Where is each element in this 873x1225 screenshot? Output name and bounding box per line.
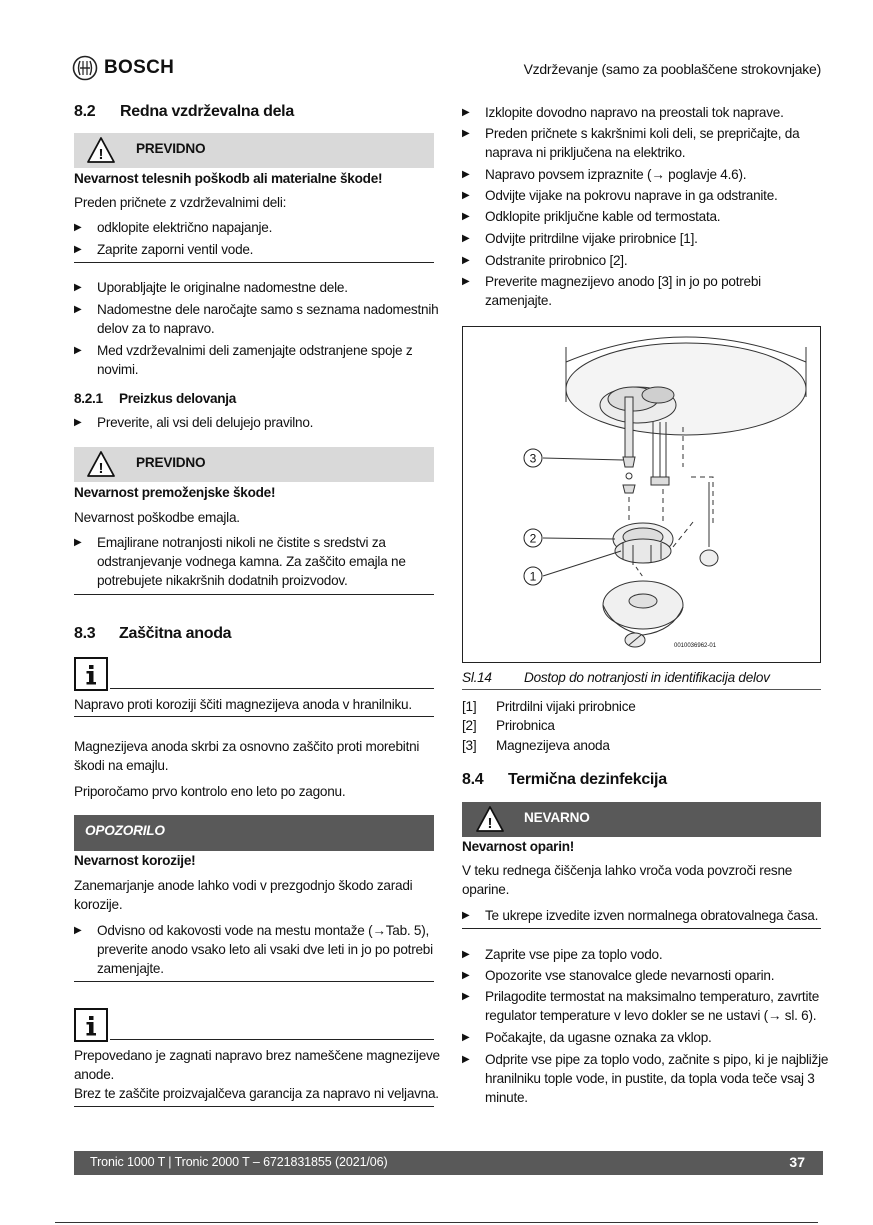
bullet-arrow-icon: ▶ [74, 417, 82, 428]
figure-frame [462, 326, 821, 663]
svg-text:!: ! [487, 815, 493, 832]
warning-label: OPOZORILO [85, 823, 165, 838]
list-item: ▶ Napravo povsem izpraznite (→ poglavje 4.6). [462, 167, 747, 182]
bullet-arrow-icon: ▶ [74, 222, 82, 233]
svg-text:!: ! [98, 146, 104, 163]
list-item: ▶ Med vzdrževalnimi deli zamenjajte odstranjene spoje z novimi. [74, 343, 413, 377]
divider [462, 689, 821, 690]
caution-heading: Nevarnost premoženjske škode! [74, 485, 276, 500]
list-item: ▶ Zaprite vse pipe za toplo vodo. [462, 947, 663, 962]
caution-label: PREVIDNO [136, 141, 206, 156]
svg-text:!: ! [98, 460, 104, 477]
section-number: 8.4 [462, 771, 484, 788]
warning-triangle-icon [86, 136, 116, 164]
legend-key: [2] [462, 718, 477, 733]
page-footer [74, 1151, 823, 1175]
info-icon [74, 657, 108, 691]
list-item: ▶ Opozorite vse stanovalce glede nevarnosti oparin. [462, 968, 775, 983]
list-item: ▶ Preden pričnete s kakršnimi koli deli, se prepričajte, da naprava ni priključena na elektriko. [462, 126, 800, 160]
bosch-logo-icon [72, 55, 98, 81]
callout-label: 1 [529, 569, 537, 584]
bullet-arrow-icon: ▶ [462, 1032, 470, 1043]
bullet-arrow-icon: ▶ [462, 910, 470, 921]
list-item: ▶ Odstranite prirobnico [2]. [462, 253, 628, 268]
list-item: ▶ Nadomestne dele naročajte samo s seznama nadomestnih delov za to napravo. [74, 302, 439, 336]
divider [74, 262, 434, 263]
bullet-arrow-icon: ▶ [462, 991, 470, 1002]
bullet-arrow-icon: ▶ [462, 949, 470, 960]
divider [74, 594, 434, 595]
figure-caption-text: Dostop do notranjosti in identifikacija delov [524, 670, 770, 685]
bullet-arrow-icon: ▶ [74, 345, 82, 356]
page-number: 37 [789, 1154, 805, 1170]
bullet-arrow-icon: ▶ [462, 233, 470, 244]
caution-bar [74, 133, 434, 168]
warning-triangle-icon [86, 450, 116, 478]
paragraph: Priporočamo prvo kontrolo eno leto po zagonu. [74, 784, 346, 799]
bullet-arrow-icon: ▶ [462, 276, 470, 287]
bullet-arrow-icon: ▶ [462, 107, 470, 118]
caution-intro: Nevarnost poškodbe emajla. [74, 510, 240, 525]
legend-text: Prirobnica [496, 718, 555, 733]
figure-code: 0010036962-01 [674, 643, 717, 649]
section-title: Vzdrževanje (samo za pooblaščene strokovnjake) [523, 61, 821, 77]
warning-triangle-icon [475, 805, 505, 833]
paragraph: Magnezijeva anoda skrbi za osnovno zaščito proti morebitni škodi na emajlu. [74, 739, 420, 773]
section-title: Zaščitna anoda [119, 625, 232, 642]
list-item: ▶ Odvijte pritrdilne vijake prirobnice [1]. [462, 231, 698, 246]
info-text: Prepovedano je zagnati napravo brez nameščene magnezijeve anode. Brez te zaščite proizvajalčeva garancija za napravo ni veljavna. [74, 1048, 440, 1101]
figure-caption-number: Sl.14 [462, 670, 492, 685]
bullet-arrow-icon: ▶ [462, 1054, 470, 1065]
list-item: ▶ Zaprite zaporni ventil vode. [74, 242, 254, 257]
callout-label: 3 [529, 451, 537, 466]
list-item: ▶ Odvijte vijake na pokrovu naprave in ga odstranite. [462, 188, 778, 203]
bullet-arrow-icon: ▶ [462, 169, 470, 180]
list-item: ▶ Odvisno od kakovosti vode na mestu montaže (→Tab. 5), preverite anodo vsako leto ali vsaki dve leti in jo po potrebi zamenjajte. [74, 923, 433, 976]
list-item: ▶ Te ukrepe izvedite izven normalnega obratovalnega časa. [462, 908, 819, 923]
callout-label: 2 [529, 531, 537, 546]
list-item: ▶ Izklopite dovodno napravo na preostali tok naprave. [462, 105, 784, 120]
list-item: ▶ Uporabljajte le originalne nadomestne dele. [74, 280, 348, 295]
warning-text: Zanemarjanje anode lahko vodi v prezgodnjo škodo zaradi korozije. [74, 878, 413, 912]
legend-key: [3] [462, 738, 477, 753]
list-item: ▶ Emajlirane notranjosti nikoli ne čistite s sredstvi za odstranjevanje vodnega kamna. Za zaščito emajla ne potrebujete nikakršnih dodatnih proizvodov. [74, 535, 406, 588]
bullet-arrow-icon: ▶ [74, 925, 82, 936]
bullet-arrow-icon: ▶ [462, 128, 470, 139]
list-item: ▶ Preverite, ali vsi deli delujejo pravilno. [74, 415, 314, 430]
subsection-title: Preizkus delovanja [119, 391, 236, 406]
divider [110, 1039, 434, 1040]
legend-text: Magnezijeva anoda [496, 738, 610, 753]
caution-label: PREVIDNO [136, 455, 206, 470]
info-icon [74, 1008, 108, 1042]
bullet-arrow-icon: ▶ [74, 537, 82, 548]
danger-label: NEVARNO [524, 810, 590, 825]
section-title: Termična dezinfekcija [508, 771, 667, 788]
bullet-arrow-icon: ▶ [74, 244, 82, 255]
caution-bar [74, 447, 434, 482]
brand-name: BOSCH [104, 57, 175, 78]
section-number: 8.2 [74, 103, 96, 120]
page-bottom-rule [55, 1222, 818, 1223]
danger-heading: Nevarnost oparin! [462, 839, 575, 854]
warning-heading: Nevarnost korozije! [74, 853, 196, 868]
list-item: ▶ odklopite električno napajanje. [74, 220, 273, 235]
legend-text: Pritrdilni vijaki prirobnice [496, 699, 636, 714]
list-item: ▶ Prilagodite termostat na maksimalno temperaturo, zavrtite regulator temperature v levo dokler se ne ustavi (→ sl. 6). [462, 989, 820, 1023]
bullet-arrow-icon: ▶ [462, 211, 470, 222]
divider [74, 981, 434, 982]
divider [74, 1106, 434, 1107]
list-item: ▶ Odklopite priključne kable od termostata. [462, 209, 721, 224]
list-item: ▶ Preverite magnezijevo anodo [3] in jo po potrebi zamenjajte. [462, 274, 761, 308]
divider [110, 688, 434, 689]
bullet-arrow-icon: ▶ [462, 970, 470, 981]
legend-key: [1] [462, 699, 477, 714]
bullet-arrow-icon: ▶ [74, 282, 82, 293]
section-number: 8.3 [74, 625, 96, 642]
subsection-number: 8.2.1 [74, 391, 103, 406]
danger-text: V teku rednega čiščenja lahko vroča voda povzroči resne oparine. [462, 863, 793, 897]
section-title: Redna vzdrževalna dela [120, 103, 294, 120]
bullet-arrow-icon: ▶ [462, 255, 470, 266]
info-text: Napravo proti koroziji ščiti magnezijeva anoda v hranilniku. [74, 697, 412, 712]
caution-heading: Nevarnost telesnih poškodb ali materialne škode! [74, 171, 383, 186]
danger-bar [462, 802, 821, 837]
divider [74, 716, 434, 717]
bullet-arrow-icon: ▶ [74, 304, 82, 315]
list-item: ▶ Odprite vse pipe za toplo vodo, začnite s pipo, ki je najbližje hranilniku tople vode, in pustite, da topla voda teče vsaj 3 minute. [462, 1052, 829, 1105]
list-item: ▶ Počakajte, da ugasne oznaka za vklop. [462, 1030, 712, 1045]
caution-intro: Preden pričnete z vzdrževalnimi deli: [74, 195, 287, 210]
bullet-arrow-icon: ▶ [462, 190, 470, 201]
divider [462, 928, 821, 929]
footer-text: Tronic 1000 T | Tronic 2000 T – 6721831855 (2021/06) [90, 1155, 388, 1169]
anode-exploded-diagram [463, 327, 820, 662]
